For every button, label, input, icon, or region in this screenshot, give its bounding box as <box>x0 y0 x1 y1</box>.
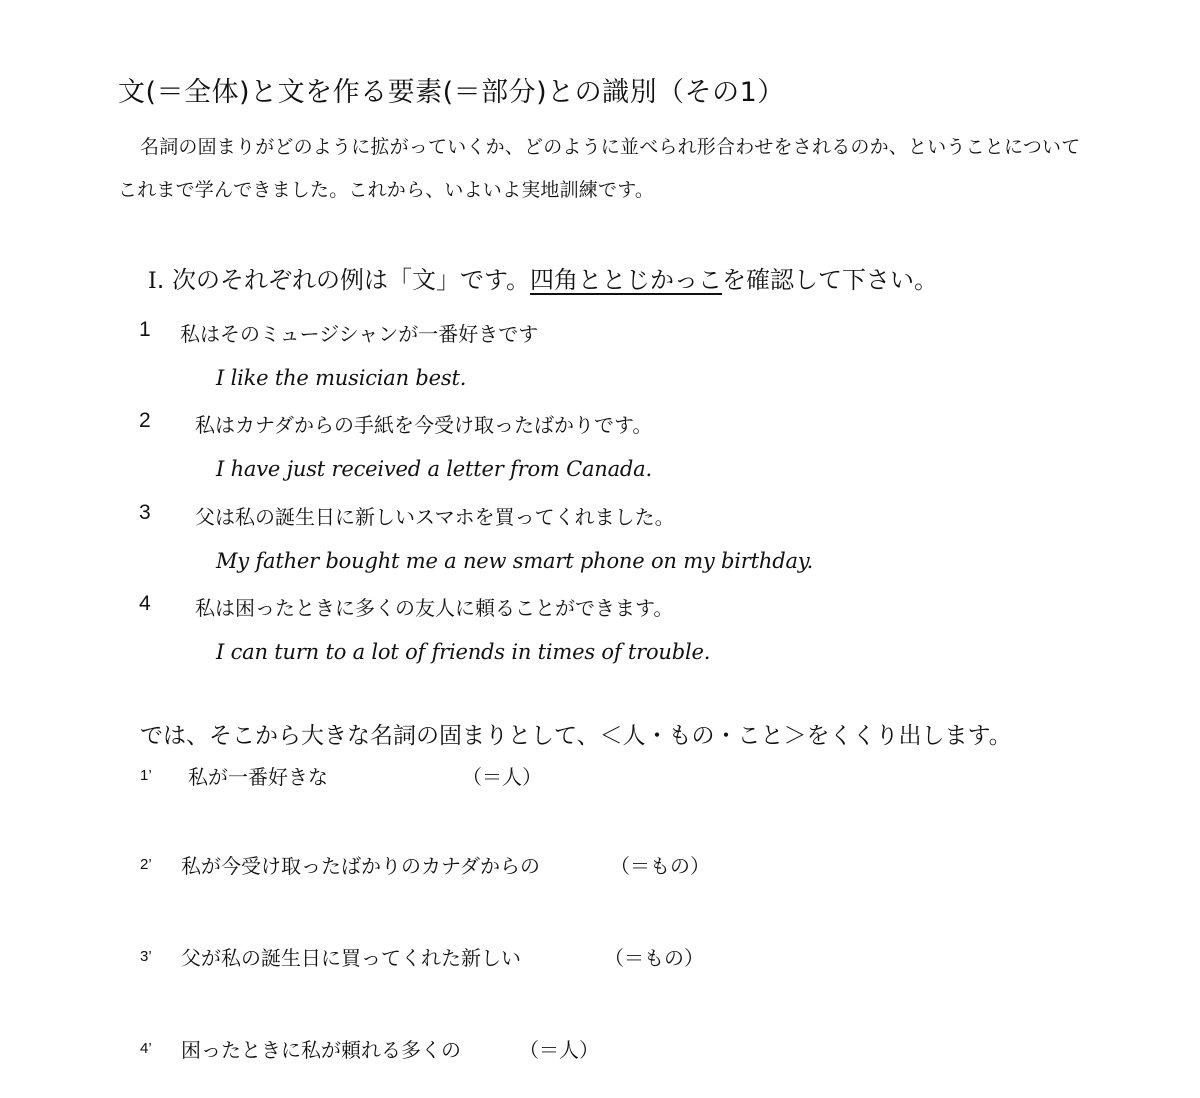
section-1-heading-underlined: 四角ととじかっこ <box>530 266 723 294</box>
intro-line-2: これまで学んできました。これから、いよいよ実地訓練です。 <box>118 179 655 201</box>
example-number: 1 <box>139 318 151 341</box>
example-japanese: 私は困ったときに多くの友人に頼ることができます。 <box>195 596 674 620</box>
page-title: 文(＝全体)と文を作る要素(＝部分)との識別（その1） <box>118 77 785 108</box>
phrase-tag: （＝人） <box>462 765 542 789</box>
phrase-tag: （＝もの） <box>604 946 704 970</box>
example-number: 2 <box>139 409 151 432</box>
phrase-japanese: 父が私の誕生日に買ってくれた新しい <box>181 946 521 970</box>
phrase-japanese: 私が今受け取ったばかりのカナダからの <box>181 854 540 878</box>
phrase-tag: （＝もの） <box>610 854 710 878</box>
phrase-number: 4’ <box>140 1040 152 1057</box>
phrase-tag: （＝人） <box>519 1038 599 1062</box>
example-japanese: 父は私の誕生日に新しいスマホを買ってくれました。 <box>195 505 675 529</box>
example-japanese: 私はそのミュージシャンが一番好きです <box>180 322 539 346</box>
section-1-heading-pre: . 次のそれぞれの例は「文」です。 <box>156 266 531 294</box>
phrase-number: 2’ <box>140 856 152 873</box>
phrase-number: 3’ <box>140 948 152 965</box>
phrase-number: 1’ <box>140 767 152 784</box>
section-1-heading-post: を確認して下さい。 <box>722 266 939 294</box>
example-english: I can turn to a lot of friends in times of trouble. <box>216 640 711 664</box>
example-english: I like the musician best. <box>216 366 467 390</box>
intro-line-1: 名詞の固まりがどのように拡がっていくか、どのように並べられ形合わせをされるのか、ということについて <box>140 136 1081 158</box>
example-english: My father bought me a new smart phone on my birthday. <box>216 549 814 573</box>
phrase-japanese: 私が一番好きな <box>188 765 328 789</box>
example-japanese: 私はカナダからの手紙を今受け取ったばかりです。 <box>195 413 653 437</box>
example-number: 4 <box>139 592 151 615</box>
example-english: I have just received a letter from Canada. <box>216 457 652 481</box>
phrase-japanese: 困ったときに私が頼れる多くの <box>181 1038 461 1062</box>
section-1-heading <box>148 260 938 295</box>
section-2-heading: では、そこから大きな名詞の固まりとして、＜人・もの・こと＞をくくり出します。 <box>140 723 1012 749</box>
section-1-roman-numeral: I <box>148 269 157 294</box>
example-number: 3 <box>139 501 151 524</box>
